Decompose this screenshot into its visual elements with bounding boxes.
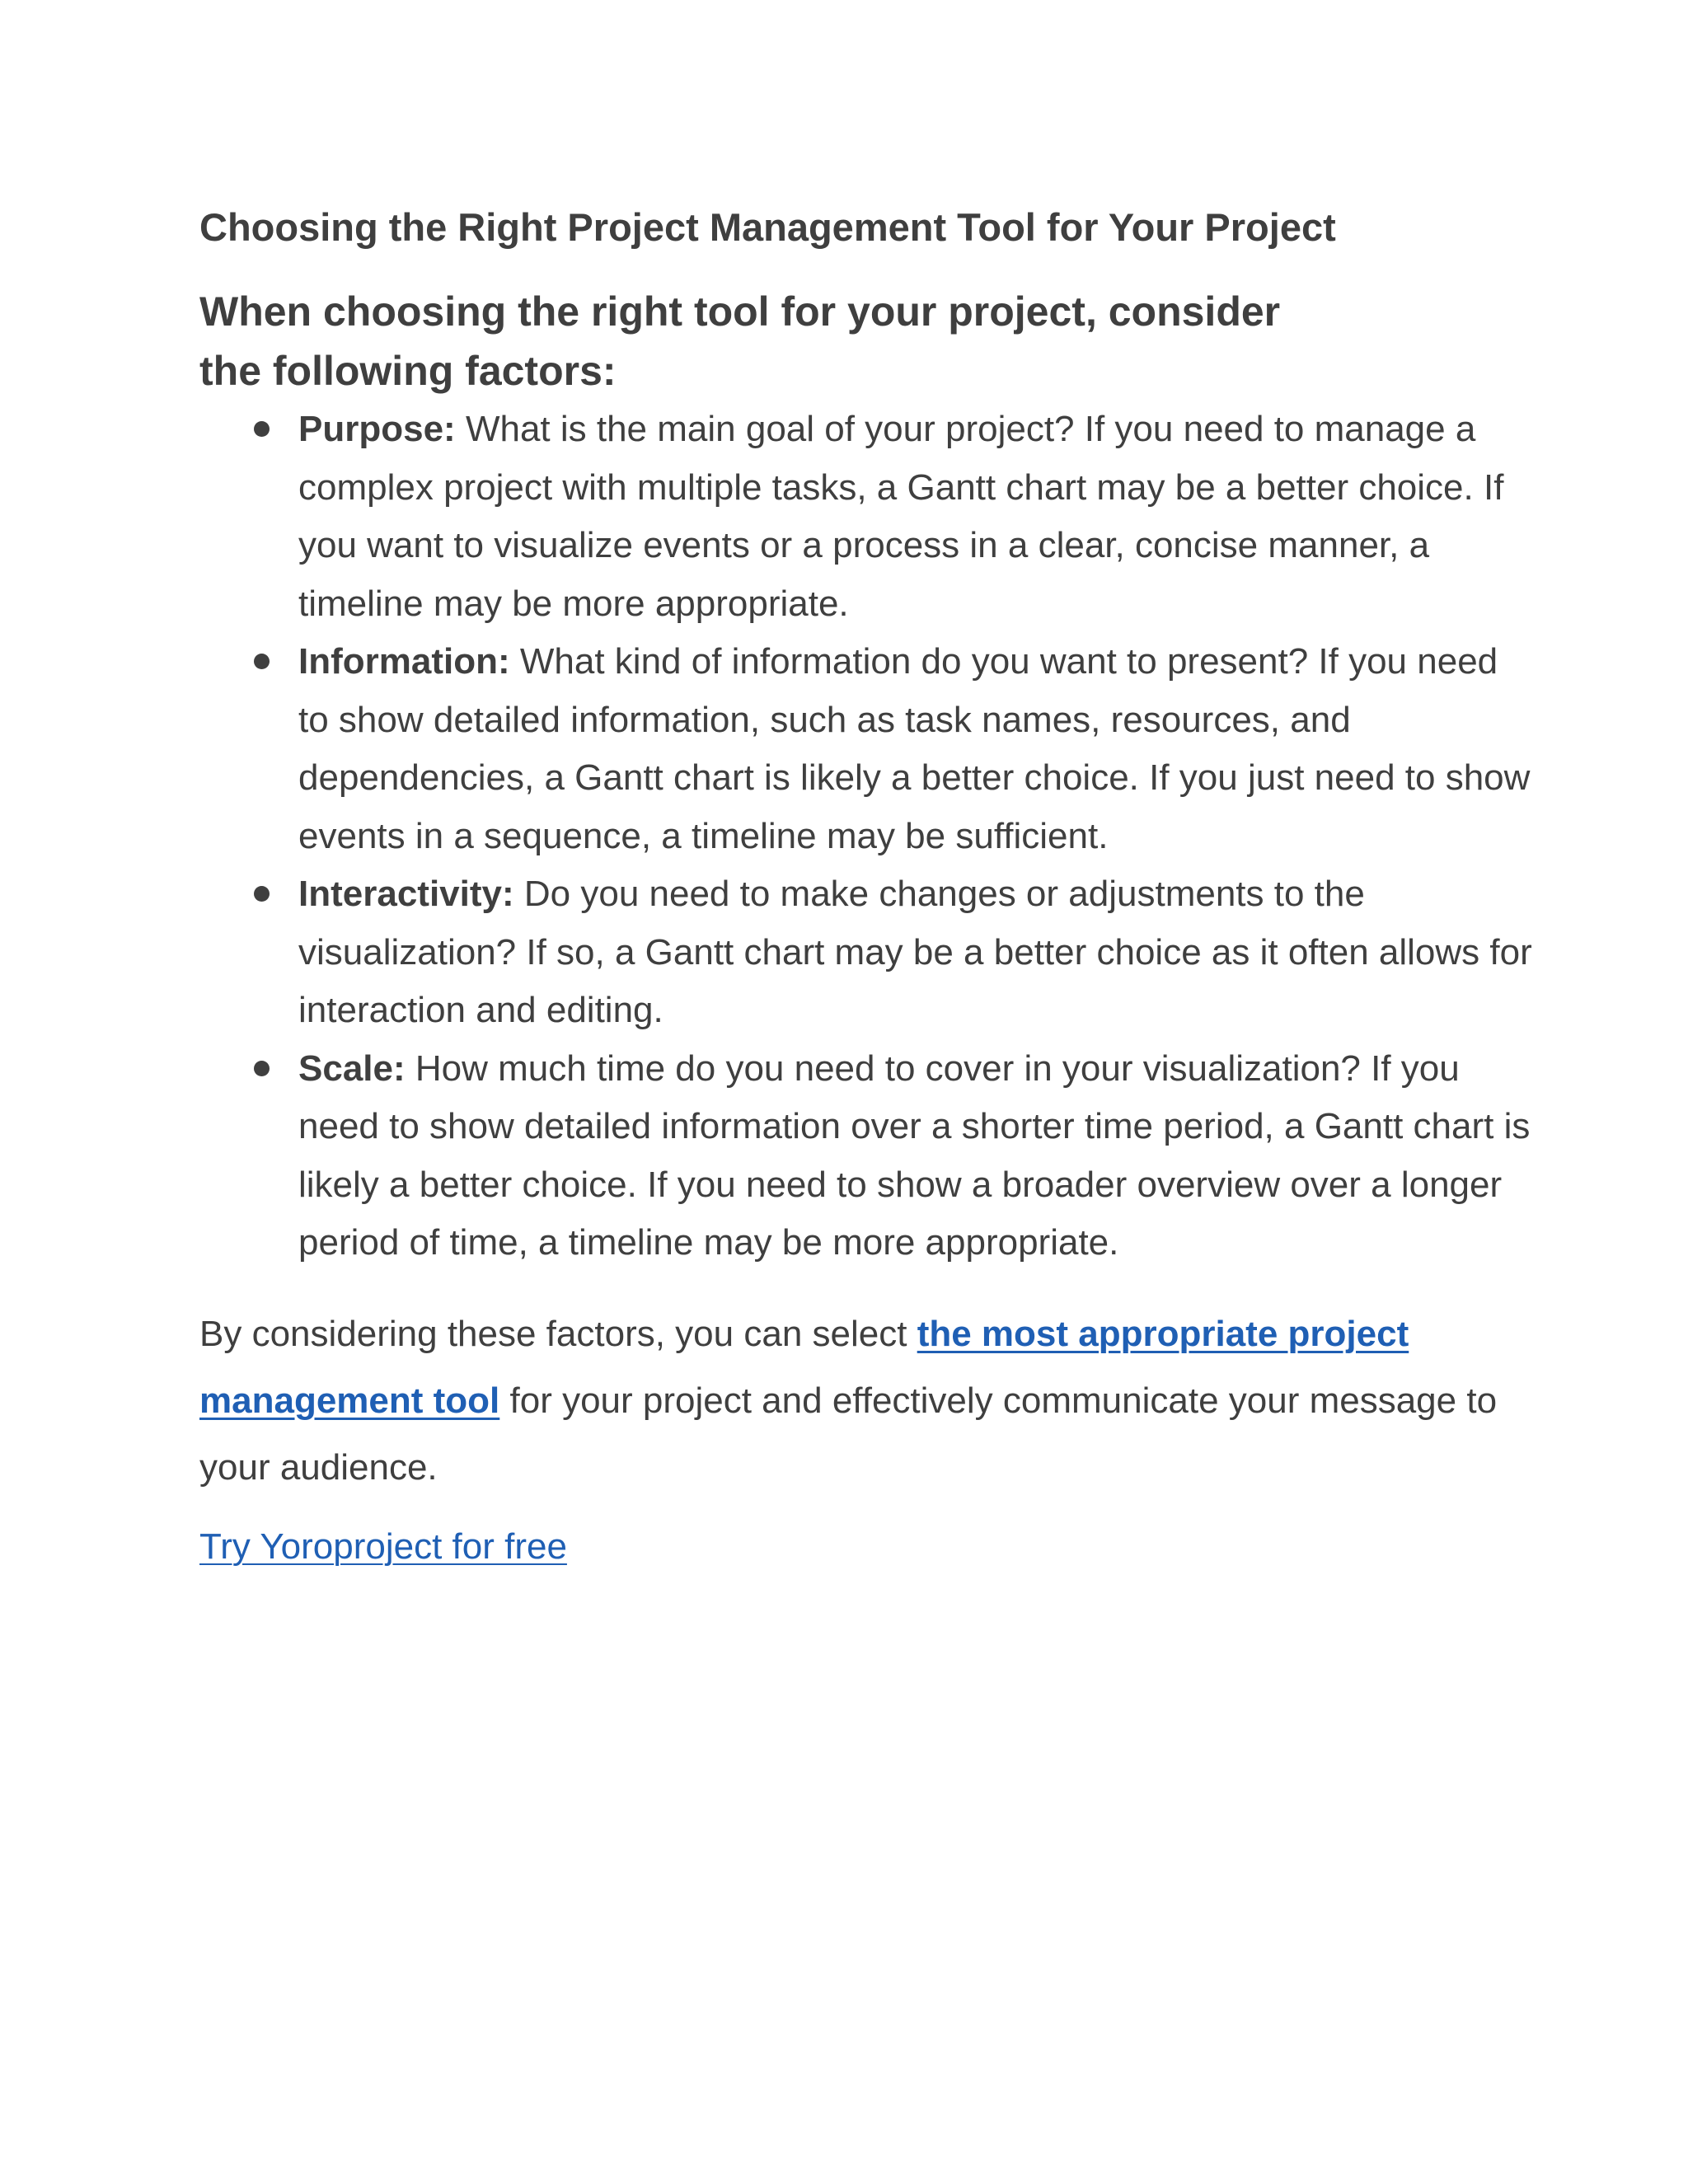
factor-term: Scale: bbox=[298, 1047, 406, 1089]
conclusion-paragraph bbox=[199, 1301, 1535, 1501]
factor-list bbox=[199, 401, 1535, 1272]
page-title: Choosing the Right Project Management Tool for Your Project bbox=[199, 205, 1336, 249]
factor-description: What is the main goal of your project? If you need to manage a complex project with multiple tasks, a Gantt chart may be a better choice. If you want to visualize events or a process in a clear, concise manner, a timeline may be more appropriate. bbox=[298, 409, 1504, 624]
document-content bbox=[199, 198, 1535, 1577]
factor-term: Information: bbox=[298, 641, 510, 682]
factor-description: What kind of information do you want to present? If you need to show detailed information, such as task names, resources, and dependencies, a Gantt chart is likely a better choice. If you just need to show events in a sequence, a timeline may be sufficient. bbox=[298, 641, 1531, 856]
conclusion-text-after: for your project and effectively communicate your message to your audience. bbox=[199, 1380, 1498, 1488]
factor-item-interactivity bbox=[199, 865, 1535, 1040]
try-free-link[interactable]: Try Yoroproject for free bbox=[199, 1526, 567, 1567]
bullet-icon bbox=[254, 886, 270, 902]
factor-term: Interactivity: bbox=[298, 874, 514, 914]
factor-item-purpose bbox=[199, 401, 1535, 633]
factor-item-information bbox=[199, 633, 1535, 865]
section-heading: When choosing the right tool for your project, consider the following factors: bbox=[199, 288, 1281, 394]
factor-description: How much time do you need to cover in your visualization? If you need to show detailed information over a shorter time period, a Gantt chart is likely a better choice. If you need to show a broader overview over a longer period of time, a timeline may be more appropriate. bbox=[298, 1047, 1531, 1263]
factor-description: Do you need to make changes or adjustments to the visualization? If so, a Gantt chart may be a better choice as it often allows for interaction and editing. bbox=[298, 874, 1532, 1030]
factor-item-scale bbox=[199, 1040, 1535, 1272]
conclusion-text-before: By considering these factors, you can select bbox=[199, 1313, 917, 1354]
bullet-icon bbox=[254, 654, 270, 669]
bullet-icon bbox=[254, 421, 270, 437]
pm-tool-link[interactable]: the most appropriate project management tool bbox=[199, 1313, 1409, 1421]
bullet-icon bbox=[254, 1061, 270, 1076]
factor-term: Purpose: bbox=[298, 409, 456, 449]
